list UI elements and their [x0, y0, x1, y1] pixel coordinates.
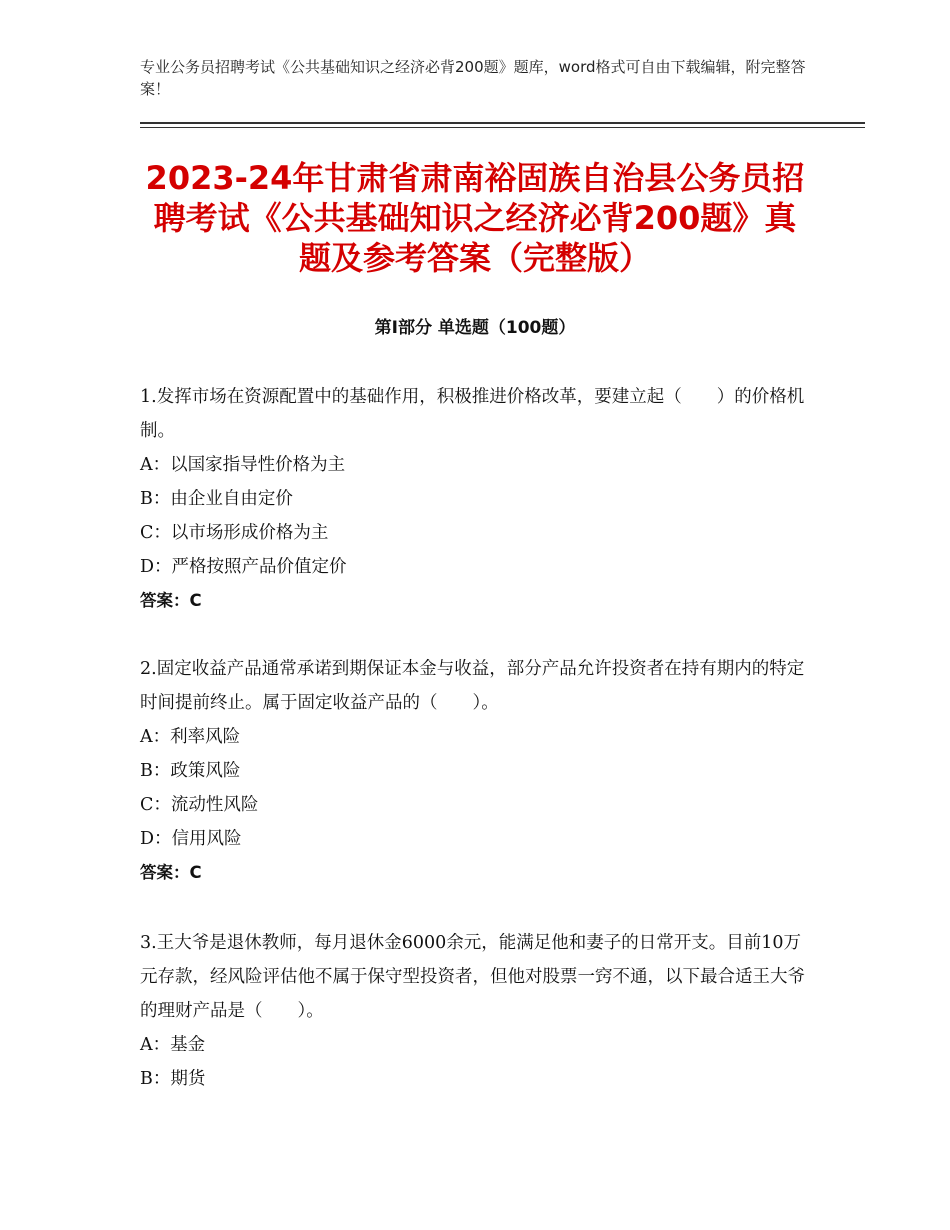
answer: 答案：C [140, 863, 202, 882]
option-b: B：政策风险 [140, 761, 241, 781]
section-title: 第Ⅰ部分 单选题（100题） [374, 318, 576, 338]
option-c: C：以市场形成价格为主 [140, 523, 329, 543]
question-stem: 2.固定收益产品通常承诺到期保证本金与收益，部分产品允许投资者在持有期内的特定时间提前终止。属于固定收益产品的（ ）。 [140, 659, 805, 713]
question-2 [140, 652, 810, 890]
option-d: D：信用风险 [140, 829, 242, 849]
question-1 [140, 380, 810, 618]
question-3 [140, 926, 810, 1096]
answer: 答案：C [140, 591, 202, 610]
option-a: A：基金 [140, 1035, 206, 1055]
option-b: B：期货 [140, 1069, 206, 1089]
option-a: A：利率风险 [140, 727, 241, 747]
document-title: 2023-24年甘肃省肃南裕固族自治县公务员招聘考试《公共基础知识之经济必背200题》真题及参考答案（完整版） [145, 159, 805, 277]
option-d: D：严格按照产品价值定价 [140, 557, 347, 577]
question-stem: 1.发挥市场在资源配置中的基础作用，积极推进价格改革，要建立起（ ）的价格机制。 [140, 387, 805, 441]
header-note: 专业公务员招聘考试《公共基础知识之经济必背200题》题库，word格式可自由下载编辑，附完整答案！ [140, 58, 806, 98]
header-divider-thin [140, 127, 865, 128]
question-stem: 3.王大爷是退休教师，每月退休金6000余元，能满足他和妻子的日常开支。目前10万元存款，经风险评估他不属于保守型投资者，但他对股票一窍不通，以下最合适王大爷的理财产品是（ ）。 [140, 933, 805, 1021]
header-divider-thick [140, 122, 865, 124]
option-b: B：由企业自由定价 [140, 489, 293, 509]
option-a: A：以国家指导性价格为主 [140, 455, 346, 475]
option-c: C：流动性风险 [140, 795, 259, 815]
